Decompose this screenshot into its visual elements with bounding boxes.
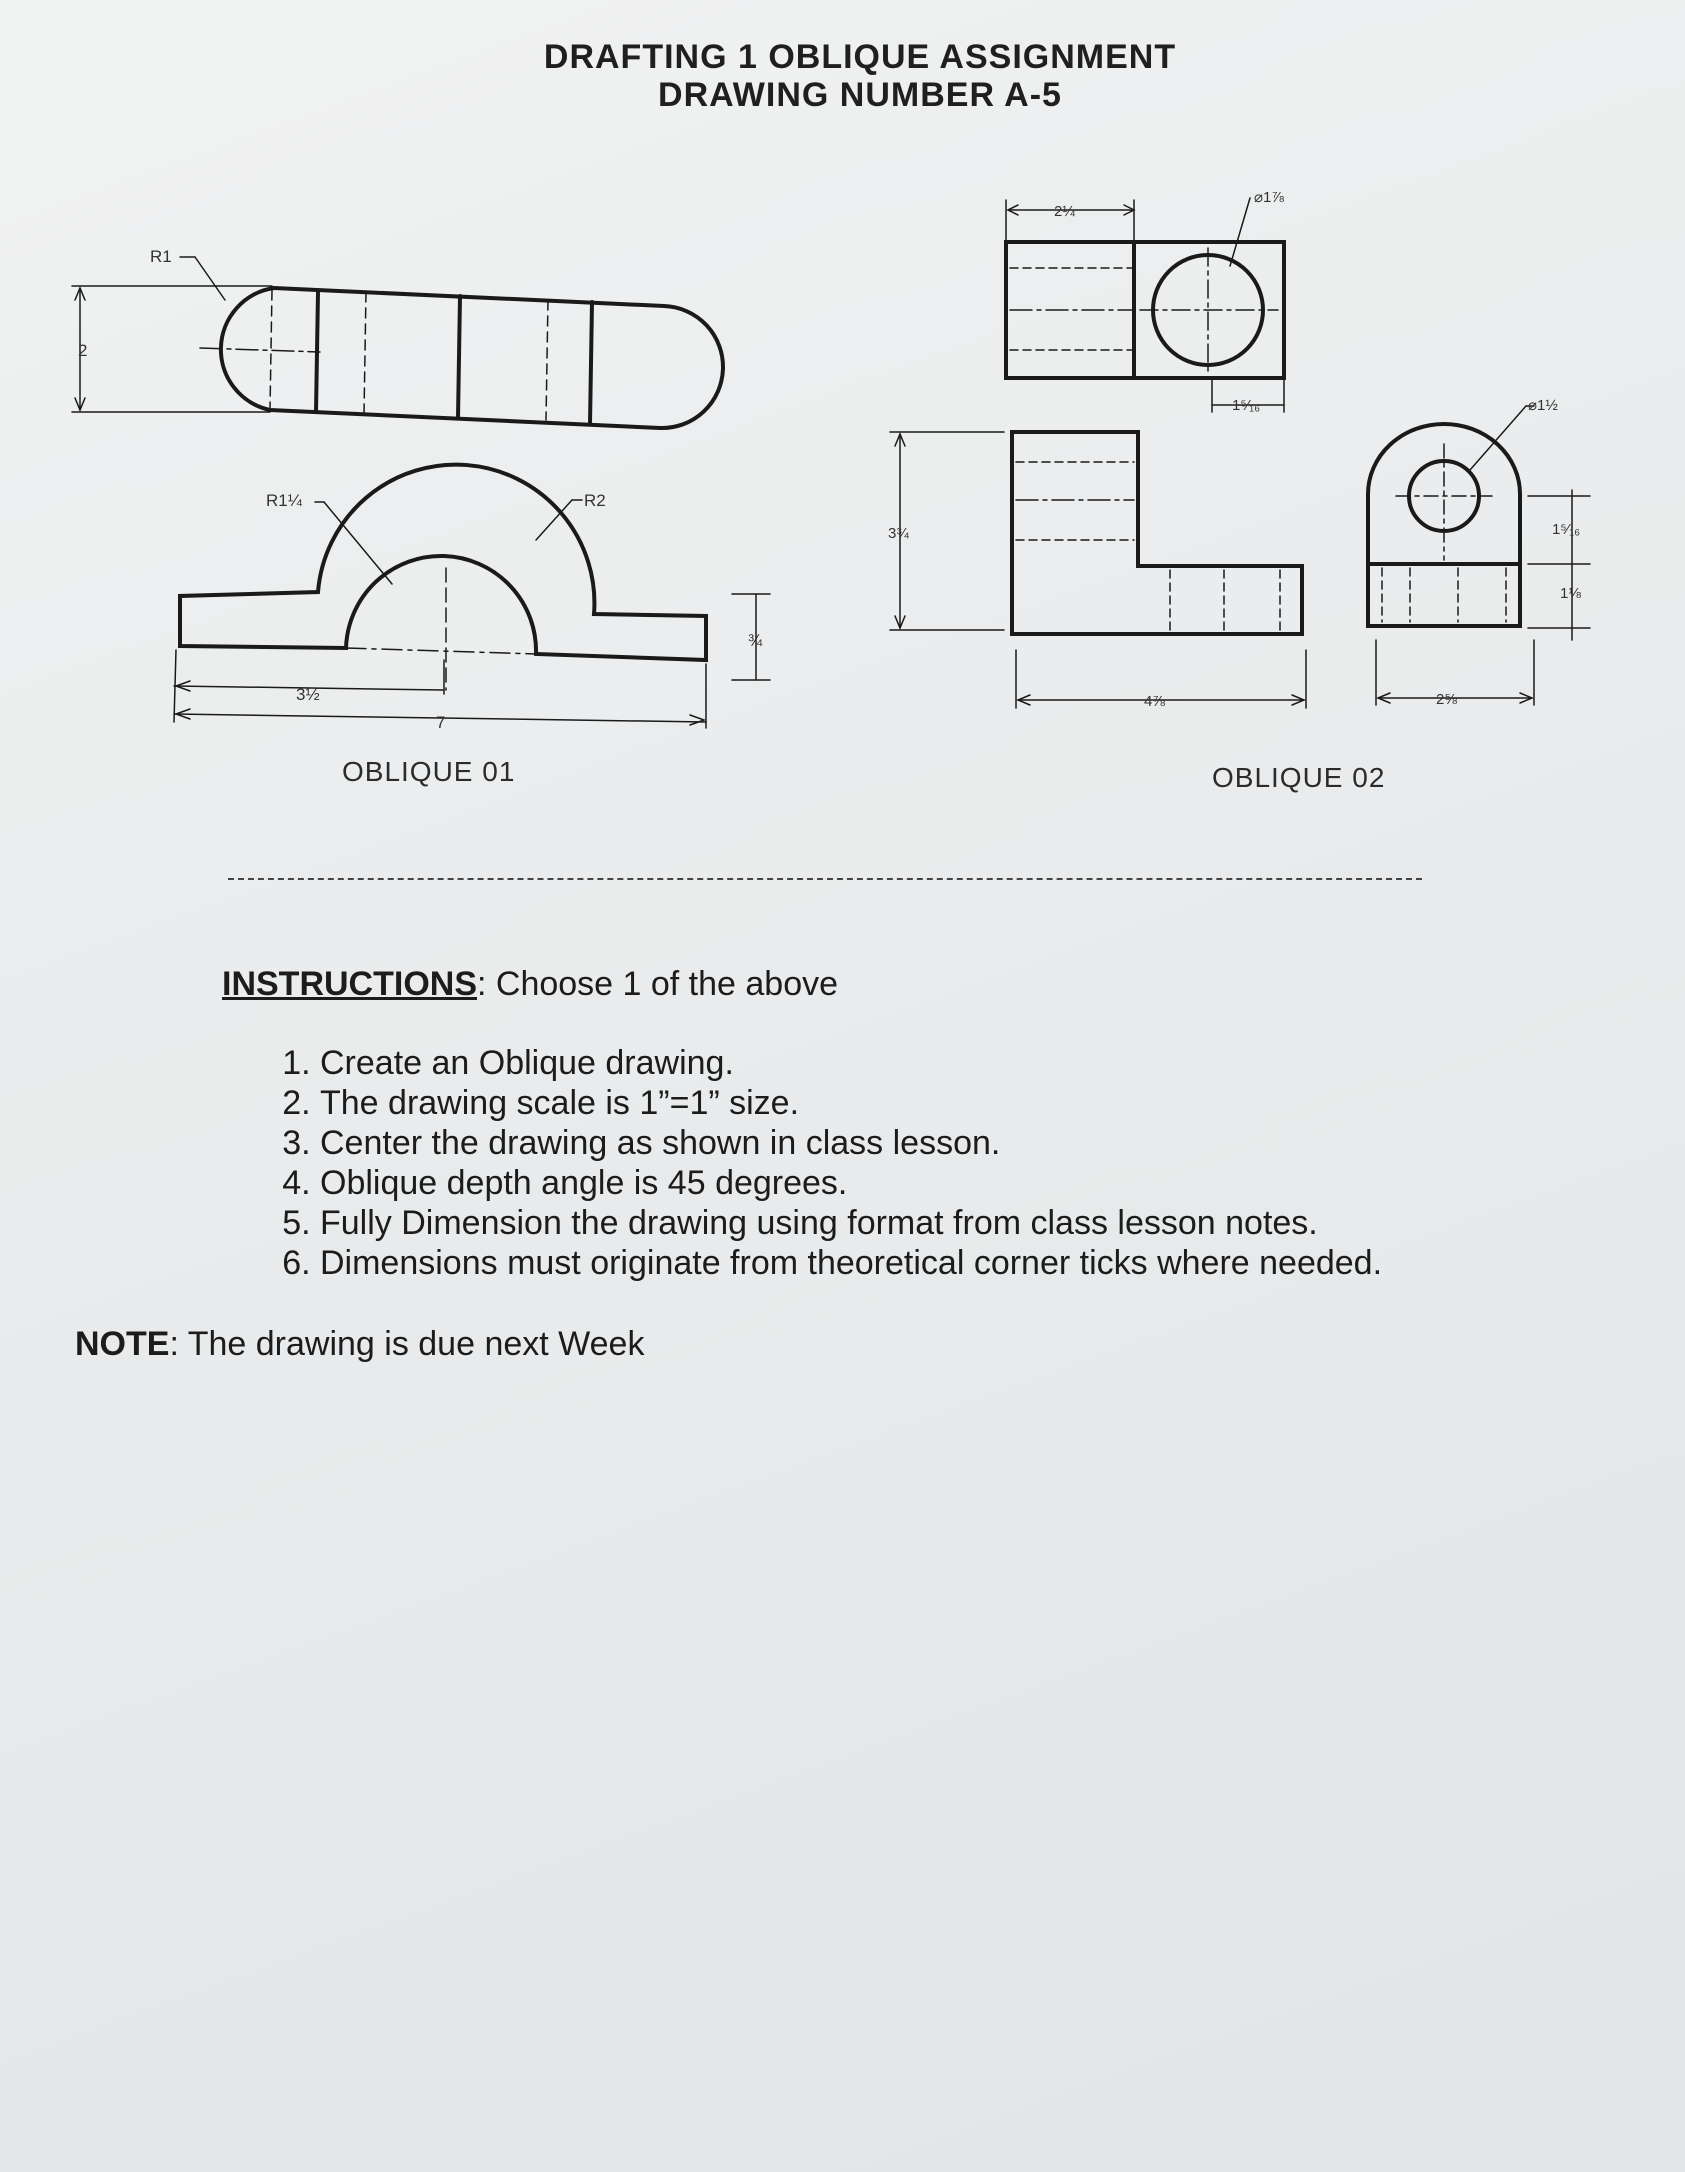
step-item: 6. Dimensions must originate from theoretical corner ticks where needed.: [320, 1243, 1382, 1283]
dim-r1: R1: [150, 247, 172, 266]
dim-dia-1-half: ⌀1½: [1528, 397, 1558, 414]
oblique-02-side-view: [1368, 424, 1520, 626]
note-label: NOTE: [75, 1325, 170, 1363]
step-item: 1. Create an Oblique drawing.: [320, 1043, 1382, 1083]
dim-2-5-8: 2⅝: [1436, 691, 1457, 708]
step-item: 4. Oblique depth angle is 45 degrees.: [320, 1163, 1382, 1203]
dim-1-1-8: 1⅛: [1560, 585, 1581, 602]
instructions-text: : Choose 1 of the above: [477, 965, 839, 1003]
oblique-01-top-view: [200, 288, 723, 428]
instructions-label: INSTRUCTIONS: [222, 965, 477, 1003]
note-text: : The drawing is due next Week: [169, 1325, 645, 1363]
dim-7: 7: [436, 713, 446, 732]
dim-1-5-16-top: 1⁵⁄₁₆: [1232, 397, 1261, 414]
title-line-1: DRAFTING 1 OBLIQUE ASSIGNMENT: [543, 38, 1177, 76]
step-item: 3. Center the drawing as shown in class lesson.: [320, 1123, 1382, 1163]
oblique-01-front-view: [180, 465, 706, 690]
caption-oblique-01: OBLIQUE 01: [342, 756, 516, 787]
title-line-2: DRAWING NUMBER A-5: [658, 76, 1062, 114]
oblique-01-top-dims: [72, 257, 272, 412]
dim-4-7-8: 4⅞: [1144, 693, 1165, 710]
dim-1-5-16-side: 1⁵⁄₁₆: [1552, 521, 1581, 538]
separator-line: [228, 878, 1422, 880]
step-item: 5. Fully Dimension the drawing using format from class lesson notes.: [320, 1203, 1382, 1243]
dim-dia-1-7-8: ⌀1⅞: [1254, 189, 1284, 206]
caption-oblique-02: OBLIQUE 02: [1212, 762, 1386, 793]
dim-three-quarter: ¾: [748, 631, 763, 650]
dim-3-half: 3½: [296, 685, 320, 704]
dim-r1-quarter: R1¼: [266, 491, 302, 510]
instructions-heading: [222, 965, 838, 1004]
oblique-02-top-view: [1006, 242, 1284, 378]
note: [75, 1325, 644, 1364]
instruction-steps: [260, 1043, 1382, 1283]
dim-2-quarter: 2¼: [1054, 203, 1075, 220]
step-item: 2. The drawing scale is 1”=1” size.: [320, 1083, 1382, 1123]
dim-3-3-4: 3¾: [888, 525, 909, 542]
dim-height-2: 2: [78, 341, 88, 360]
oblique-02-front-view: [1012, 432, 1302, 634]
dim-r2: R2: [584, 491, 606, 510]
oblique-02-side-dims: [1376, 406, 1590, 705]
oblique-02-front-dims: [890, 432, 1306, 708]
